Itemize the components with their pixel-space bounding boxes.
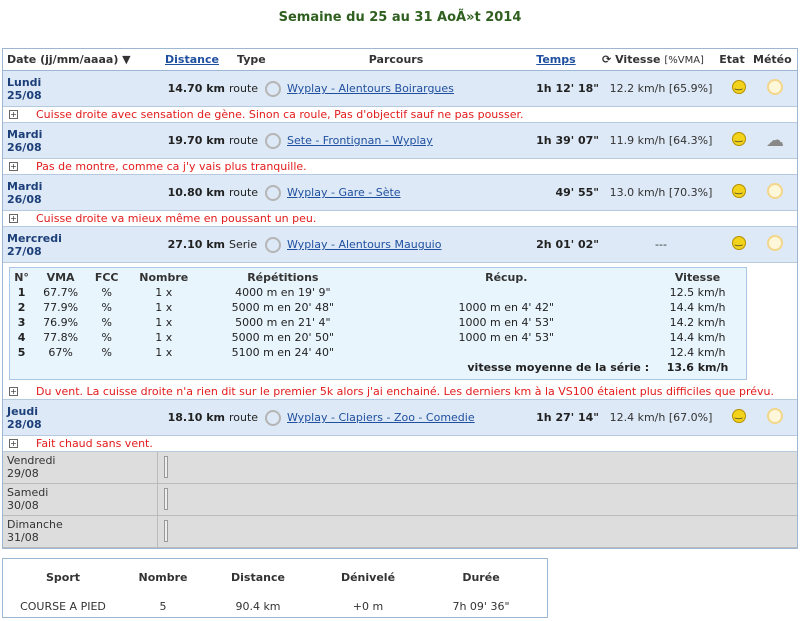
summary-duree: 7h 09' 36" <box>452 599 510 613</box>
route-link[interactable]: Sete - Frontignan - Wyplay <box>287 134 433 147</box>
serie-header: FCC <box>94 271 119 284</box>
empty-bar <box>164 520 168 542</box>
serie-row: 4 77.8% % 1 x 5000 m en 20' 50" 1000 m en 4' 53" 14.4 km/h <box>17 331 726 344</box>
smiley-icon <box>732 132 746 146</box>
type-cell: route <box>229 134 259 147</box>
table-row[interactable] <box>3 227 797 263</box>
comment-text: Fait chaud sans vent. <box>36 437 153 450</box>
day-name: Lundi <box>7 75 42 89</box>
search-icon[interactable] <box>265 185 281 201</box>
comment-row <box>3 107 797 123</box>
serie-header: VMA <box>46 271 75 284</box>
header-date[interactable]: Date (jj/mm/aaaa) ▼ <box>7 53 131 66</box>
search-icon[interactable] <box>265 410 281 426</box>
temps-cell: 1h 27' 14" <box>536 411 599 424</box>
summary-duree-header[interactable]: Durée <box>462 570 500 584</box>
route-link[interactable]: Wyplay - Alentours Boirargues <box>287 82 454 95</box>
empty-day-row <box>3 452 797 484</box>
comment-row <box>3 436 797 452</box>
empty-bar <box>164 456 168 478</box>
temps-cell: 1h 12' 18" <box>536 82 599 95</box>
temps-cell: 2h 01' 02" <box>536 238 599 251</box>
empty-bar <box>164 488 168 510</box>
comment-row <box>3 211 797 227</box>
comment-text: Du vent. La cuisse droite n'a rien dit sur le premier 5k alors j'ai enchainé. Les derniers km à la VS100 étaient plus difficiles que prévu. <box>36 385 775 398</box>
distance-cell: 10.80 km <box>167 186 225 199</box>
serie-details <box>9 267 747 380</box>
route-link[interactable]: Wyplay - Clapiers - Zoo - Comedie <box>287 411 475 424</box>
temps-cell: 49' 55" <box>555 186 599 199</box>
expand-icon[interactable]: + <box>10 439 17 448</box>
table-row[interactable] <box>3 400 797 436</box>
summary-distance: 90.4 km <box>235 599 281 613</box>
empty-day-row <box>3 484 797 516</box>
distance-cell: 18.10 km <box>167 411 225 424</box>
day-date: 28/08 <box>7 417 42 431</box>
day-date: 26/08 <box>7 140 42 154</box>
table-row[interactable] <box>3 175 797 211</box>
temps-cell: 1h 39' 07" <box>536 134 599 147</box>
day-date: 29/08 <box>7 467 39 480</box>
serie-row: 1 67.7% % 1 x 4000 m en 19' 9" 12.5 km/h <box>17 286 726 299</box>
comment-row <box>3 384 797 400</box>
refresh-icon[interactable]: ⟳ <box>602 53 612 66</box>
day-name: Mercredi <box>7 231 62 245</box>
day-date: 27/08 <box>7 244 42 258</box>
sun-icon <box>767 235 783 251</box>
grid-header <box>3 49 797 71</box>
day-date: 25/08 <box>7 88 42 102</box>
type-cell: Serie <box>229 238 258 251</box>
vitesse-cell: 12.4 km/h [67.0%] <box>609 411 713 424</box>
day-date: 30/08 <box>7 499 39 512</box>
day-date: 31/08 <box>7 531 39 544</box>
day-name: Samedi <box>7 486 49 499</box>
smiley-icon <box>732 184 746 198</box>
summary-sport: COURSE A PIED <box>20 599 106 613</box>
header-etat: Etat <box>719 53 745 66</box>
summary-nombre-header: Nombre <box>138 570 188 584</box>
summary-nombre: 5 <box>159 599 167 613</box>
expand-icon[interactable]: + <box>10 214 17 223</box>
route-link[interactable]: Wyplay - Alentours Mauguio <box>287 238 442 251</box>
sun-icon <box>767 408 783 424</box>
header-type: Type <box>237 53 266 66</box>
serie-header: N° <box>14 271 29 284</box>
search-icon[interactable] <box>265 81 281 97</box>
sun-icon <box>767 183 783 199</box>
header-vitesse-unit: [%VMA] <box>664 55 704 66</box>
type-cell: route <box>229 411 259 424</box>
smiley-icon <box>732 409 746 423</box>
type-cell: route <box>229 186 259 199</box>
header-temps[interactable]: Temps <box>536 53 576 66</box>
table-row[interactable] <box>3 123 797 159</box>
workout-grid <box>2 48 798 549</box>
rain-cloud-icon: ☁ <box>766 130 784 151</box>
route-link[interactable]: Wyplay - Gare - Sète <box>287 186 401 199</box>
summary-distance-header[interactable]: Distance <box>231 570 285 584</box>
header-parcours: Parcours <box>368 53 424 66</box>
serie-row: 5 67% % 1 x 5100 m en 24' 40" 12.4 km/h <box>17 346 726 359</box>
header-vitesse: Vitesse <box>615 53 661 66</box>
serie-header: Récup. <box>485 271 528 284</box>
distance-cell: 14.70 km <box>167 82 225 95</box>
expand-icon[interactable]: + <box>10 387 17 396</box>
vitesse-cell: 12.2 km/h [65.9%] <box>609 82 713 95</box>
search-icon[interactable] <box>265 133 281 149</box>
smiley-icon <box>732 236 746 250</box>
day-name: Mardi <box>7 179 43 193</box>
vitesse-cell: --- <box>655 238 667 251</box>
serie-header: Vitesse <box>674 271 721 284</box>
smiley-icon <box>732 80 746 94</box>
type-cell: route <box>229 82 259 95</box>
day-name: Mardi <box>7 127 43 141</box>
header-distance[interactable]: Distance <box>165 53 219 66</box>
day-name: Vendredi <box>7 454 56 467</box>
comment-text: Pas de montre, comme ca j'y vais plus tranquille. <box>36 160 307 173</box>
comment-text: Cuisse droite avec sensation de gène. Sinon ca roule, Pas d'objectif sauf ne pas pousser. <box>36 108 524 121</box>
distance-cell: 27.10 km <box>167 238 225 251</box>
serie-row: 2 77.9% % 1 x 5000 m en 20' 48" 1000 m en 4' 42" 14.4 km/h <box>17 301 726 314</box>
day-name: Dimanche <box>7 518 63 531</box>
header-meteo: Météo <box>753 53 792 66</box>
day-name: Jeudi <box>7 404 39 418</box>
table-row[interactable] <box>3 71 797 107</box>
vitesse-cell: 13.0 km/h [70.3%] <box>609 186 713 199</box>
serie-summary: vitesse moyenne de la série : 13.6 km/h <box>467 361 729 374</box>
serie-header: Nombre <box>139 271 189 284</box>
summary-denivele-header[interactable]: Dénivelé <box>340 570 396 584</box>
comment-text: Cuisse droite va mieux même en poussant un peu. <box>36 212 317 225</box>
distance-cell: 19.70 km <box>167 134 225 147</box>
vitesse-cell: 11.9 km/h [64.3%] <box>609 134 713 147</box>
expand-icon[interactable]: + <box>10 110 17 119</box>
summary-table <box>2 558 548 618</box>
empty-day-row <box>3 516 797 548</box>
search-icon[interactable] <box>265 237 281 253</box>
sun-icon <box>767 79 783 95</box>
comment-row <box>3 159 797 175</box>
summary-sport-header[interactable]: Sport <box>45 570 81 584</box>
serie-row: 3 76.9% % 1 x 5000 m en 21' 4" 1000 m en 4' 53" 14.2 km/h <box>17 316 726 329</box>
expand-icon[interactable]: + <box>10 162 17 171</box>
serie-header: Répétitions <box>247 271 319 284</box>
page-title: Semaine du 25 au 31 AoÃ»t 2014 <box>278 10 522 25</box>
day-date: 26/08 <box>7 192 42 206</box>
summary-denivele: +0 m <box>352 599 384 613</box>
